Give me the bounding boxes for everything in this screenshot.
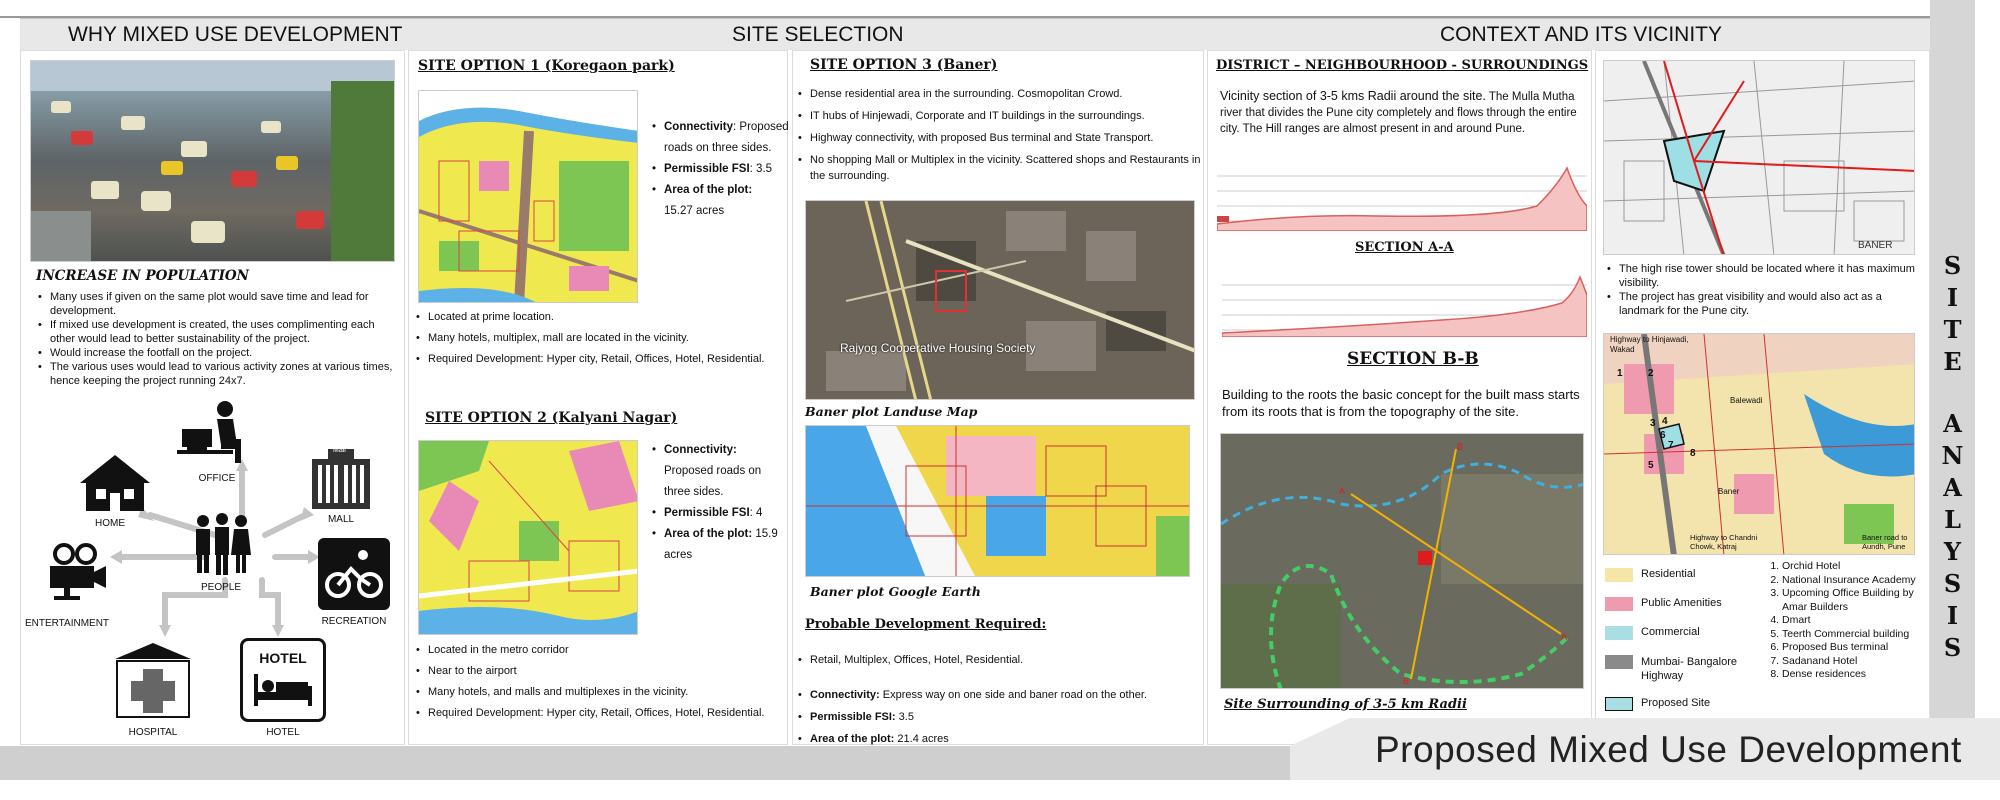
side-letter: I: [1946, 601, 1959, 630]
list-item: • Required Development: Hyper city, Retail, Offices, Hotel, Residential.: [414, 706, 769, 721]
list-item: • Many hotels, multiplex, mall are located in the vicinity.: [414, 331, 769, 346]
probable-development-title: Probable Development Required:: [805, 617, 1047, 632]
side-letter: A: [1943, 409, 1962, 438]
entertainment-label: ENTERTAINMENT: [24, 618, 110, 629]
option1-conn-text: Proposed roads on three sides.: [664, 121, 789, 154]
option1-bullets: [414, 310, 769, 373]
site-option-1-title: SITE OPTION 1 (Koregaon park): [418, 58, 675, 74]
legend-label: Residential: [1641, 568, 1696, 580]
list-item: 8. Dense residences: [1782, 668, 1924, 682]
option3-fsi-label: Permissible FSI:: [810, 711, 896, 723]
list-item: 1. Orchid Hotel: [1782, 560, 1924, 574]
increase-population-heading: INCREASE IN POPULATION: [36, 268, 250, 284]
mixed-use-bullets: [36, 290, 396, 388]
list-item: • Highway connectivity, with proposed Bus terminal and State Transport.: [796, 130, 1201, 146]
hospital-label: HOSPITAL: [128, 727, 178, 738]
site-option-2-title: SITE OPTION 2 (Kalyani Nagar): [425, 410, 678, 426]
list-item: 2. National Insurance Academy: [1782, 574, 1924, 588]
hotel-sign: HOTEL: [259, 650, 307, 666]
list-item: • Would increase the footfall on the project.: [36, 346, 396, 360]
list-item: • The project has great visibility and would also act as a landmark for the Pune city.: [1605, 290, 1925, 318]
legend-swatch-residential: [1605, 568, 1633, 582]
list-item: • Many hotels, and malls and multiplexes in the vicinity.: [414, 685, 769, 700]
vicinity-body: The Mulla Mutha river that divides the Pune city completely and flows through the entire city. The Hill ranges are almost present in and around Pune.: [1220, 91, 1577, 135]
list-item: • Many uses if given on the same plot would save time and lead for development.: [36, 290, 396, 318]
option1-landuse-map: [418, 90, 638, 303]
baner-satellite-map: [805, 200, 1195, 400]
option3-area-label: Area of the plot:: [810, 733, 895, 745]
list-item: • Dense residential area in the surrounding. Cosmopolitan Crowd.: [796, 86, 1201, 102]
option2-fsi-value: 4: [756, 507, 763, 519]
map-label-aundh: Baner road to Aundh, Pune: [1862, 533, 1908, 551]
hotel-icon: [240, 638, 326, 722]
option3-fsi-value: 3.5: [898, 711, 914, 723]
option3-facts: • Connectivity: Express way on one side and baner road on the other. • Permissible FSI: 3.5 • Area of the plot: 21.4 acres: [798, 689, 1147, 745]
option2-conn-text: Proposed roads on three sides.: [664, 465, 762, 498]
map-marker-4: 4: [1662, 416, 1668, 427]
map-marker-6: 6: [1660, 430, 1666, 441]
option2-area-label: Area of the plot:: [664, 528, 753, 540]
map-marker-3: 3: [1650, 418, 1656, 429]
recreation-label: RECREATION: [321, 616, 387, 627]
map-marker-5: 5: [1648, 460, 1654, 471]
header-site-selection: SITE SELECTION: [732, 23, 904, 46]
baner-map-label: BANER: [1858, 240, 1893, 251]
list-item: • The high rise tower should be located where it has maximum visibility.: [1605, 262, 1925, 290]
side-letter: S: [1943, 569, 1962, 598]
list-item: 3. Upcoming Office Building by Amar Builders: [1782, 587, 1924, 614]
svg-text:B: B: [1457, 442, 1464, 452]
site-option-3-title: SITE OPTION 3 (Baner): [810, 57, 998, 73]
hotel-label: HOTEL: [266, 727, 300, 738]
list-item: 7. Sadanand Hotel: [1782, 655, 1924, 669]
people-icon: [190, 512, 254, 576]
option1-fsi-value: 3.5: [756, 163, 773, 175]
map-label-balewadi: Balewadi: [1730, 396, 1763, 405]
footer-title: Proposed Mixed Use Development: [1375, 729, 1962, 770]
side-letter: T: [1943, 315, 1962, 344]
section-aa-label: SECTION A-A: [1355, 240, 1454, 255]
legend-swatch-highway: [1605, 655, 1633, 669]
hospital-icon: [112, 638, 194, 720]
baner-landuse-caption: Baner plot Landuse Map: [805, 404, 978, 419]
people-label: PEOPLE: [200, 582, 242, 593]
list-item: • Near to the airport: [414, 664, 769, 679]
home-label: HOME: [95, 518, 125, 529]
option2-conn-label: Connectivity:: [664, 444, 737, 456]
side-letter: N: [1941, 441, 1964, 470]
legend-swatch-proposed-site: [1605, 697, 1633, 711]
option3-bullets: [796, 86, 1201, 190]
visibility-bullets: [1605, 262, 1925, 318]
topography-paragraph: Building to the roots the basic concept for the built mass starts from its roots that is from the topography of the site.: [1222, 387, 1580, 419]
probable-development-bullets: [796, 652, 1201, 668]
map-legend: [1605, 568, 1760, 717]
office-label: OFFICE: [198, 473, 236, 484]
map-label-hinjawadi: Highway to Hinjawadi, Wakad: [1610, 335, 1689, 354]
mall-icon: [308, 446, 374, 512]
list-item: 5. Teerth Commercial building: [1782, 628, 1924, 642]
list-item: • No shopping Mall or Multiplex in the vicinity. Scattered shops and Restaurants in the surrounding.: [796, 152, 1201, 184]
side-letter: A: [1943, 473, 1962, 502]
map-label-baner: Baner: [1718, 487, 1740, 496]
option2-landuse-map: [418, 440, 638, 635]
vicinity-paragraph: [1220, 88, 1585, 137]
option3-conn-text: Express way on one side and baner road on the other.: [882, 689, 1147, 701]
option3-area-value: 21.4 acres: [897, 733, 949, 745]
side-letter: E: [1943, 347, 1962, 376]
svg-text:A: A: [1561, 632, 1568, 642]
side-letter: S: [1943, 251, 1962, 280]
map-marker-8: 8: [1690, 448, 1696, 459]
section-bb-label: SECTION B-B: [1347, 349, 1479, 369]
map-label-chandni-chowk: Highway to Chandni Chowk, Katraj: [1690, 533, 1758, 551]
section-bb-profile: [1222, 275, 1587, 337]
side-letter: I: [1946, 283, 1959, 312]
site-location-map: [1603, 60, 1915, 255]
baner-google-earth-caption: Baner plot Google Earth: [810, 584, 981, 599]
baner-context-map: [1603, 333, 1915, 555]
list-item: • IT hubs of Hinjewadi, Corporate and IT buildings in the surroundings.: [796, 108, 1201, 124]
mall-sign: Mall: [333, 447, 346, 454]
legend-label: Public Amenities: [1641, 597, 1722, 609]
office-icon: [172, 398, 262, 466]
svg-text:B: B: [1403, 676, 1410, 686]
list-item: • Located at prime location.: [414, 310, 769, 325]
list-item: • Retail, Multiplex, Offices, Hotel, Residential.: [796, 652, 1201, 668]
recreation-icon: [318, 538, 390, 610]
legend-label: Mumbai- Bangalore Highway: [1641, 656, 1737, 682]
option1-area-value: 15.27 acres: [664, 205, 725, 217]
map-marker-7: 7: [1668, 440, 1674, 451]
option2-bullets: [414, 643, 769, 727]
legend-swatch-commercial: [1605, 626, 1633, 640]
home-icon: [75, 452, 155, 514]
legend-label: Proposed Site: [1641, 697, 1711, 709]
landmark-list: [1764, 560, 1924, 682]
section-aa-profile: [1217, 166, 1587, 231]
list-item: 6. Proposed Bus terminal: [1782, 641, 1924, 655]
map-marker-1: 1: [1617, 368, 1623, 379]
mall-label: MALL: [327, 514, 355, 525]
side-label-site-analysis: [1930, 250, 1975, 720]
option2-fsi-label: Permissible FSI: [664, 507, 750, 519]
list-item: • Required Development: Hyper city, Retail, Offices, Hotel, Residential.: [414, 352, 769, 367]
site-surrounding-satellite: [1220, 433, 1584, 689]
option3-conn-label: Connectivity:: [810, 689, 880, 701]
list-item: • Located in the metro corridor: [414, 643, 769, 658]
map-marker-2: 2: [1648, 368, 1654, 379]
list-item: • The various uses would lead to various activity zones at various times, hence keeping the project running 24x7.: [36, 360, 396, 388]
header-context: CONTEXT AND ITS VICINITY: [1440, 23, 1722, 46]
svg-text:A: A: [1339, 486, 1346, 496]
list-item: • If mixed use development is created, the uses complimenting each other would lead to better sustainability of the project.: [36, 318, 396, 346]
entertainment-icon: [40, 542, 110, 602]
option1-conn-label: Connectivity: [664, 121, 734, 133]
option1-facts: • Connectivity: Proposed roads on three sides. • Permissible FSI: 3.5 • Area of the plot: 15.27 acres: [652, 121, 789, 217]
list-item: 4. Dmart: [1782, 614, 1924, 628]
header-why-mixed-use: WHY MIXED USE DEVELOPMENT: [68, 23, 403, 46]
side-letter: S: [1943, 633, 1962, 662]
site-surrounding-caption: Site Surrounding of 3-5 km Radii: [1224, 697, 1467, 712]
option1-area-label: Area of the plot:: [664, 184, 753, 196]
option1-fsi-label: Permissible FSI: [664, 163, 750, 175]
option2-area-value: 15.9 acres: [664, 528, 778, 561]
district-neighbourhood-title: DISTRICT – NEIGHBOURHOOD - SURROUNDINGS: [1216, 58, 1589, 73]
side-letter: Y: [1943, 537, 1962, 566]
legend-swatch-public-amenities: [1605, 597, 1633, 611]
legend-label: Commercial: [1641, 626, 1700, 638]
baner-map-place-label: Rajyog Cooperative Housing Society: [840, 341, 1036, 355]
option2-facts: • Connectivity: Proposed roads on three sides. • Permissible FSI: 4 • Area of the plot: 15.9 acres: [652, 444, 778, 561]
side-letter: L: [1944, 505, 1961, 534]
traffic-photo: [30, 60, 395, 262]
baner-landuse-map: [805, 425, 1190, 577]
vicinity-lead: Vicinity section of 3-5 kms Radii around the site.: [1220, 89, 1486, 103]
